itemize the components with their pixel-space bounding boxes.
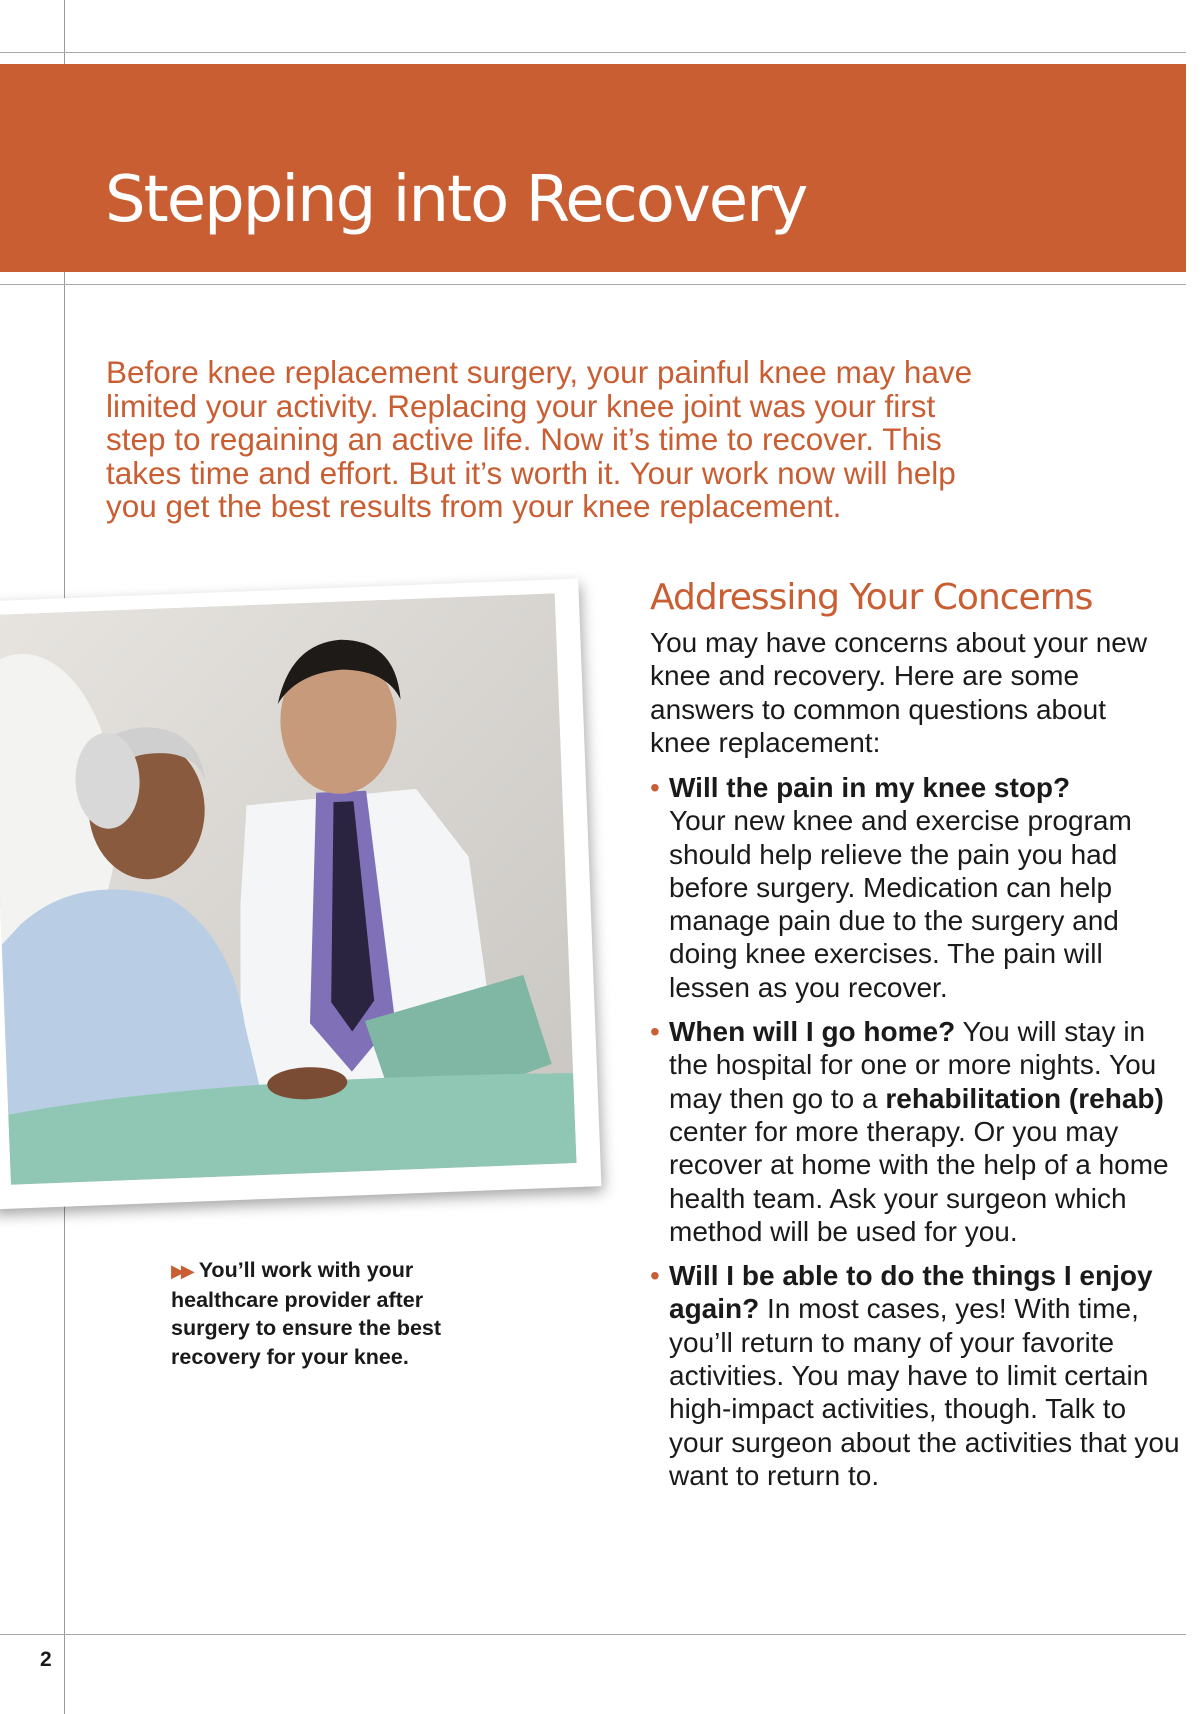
caption-text: You’ll work with your healthcare provider after surgery to ensure the best recovery for your knee.	[171, 1258, 442, 1369]
faq-question: Will the pain in my knee stop?	[669, 772, 1071, 803]
faq-item	[650, 771, 1180, 1004]
intro-paragraph: Before knee replacement surgery, your painful knee may have limited your activity. Replacing your knee joint was your first step to regaining an active life. Now it’s time to recover. This takes time and effort. But it’s worth it. Your work now will help you get the best results from your knee replacement.	[106, 354, 973, 524]
bullet-icon: •	[650, 1016, 660, 1048]
banner-bottom-rule	[0, 284, 1186, 285]
section-intro: You may have concerns about your new knee and recovery. Here are some answers to common questions about knee replacement:	[650, 627, 1148, 758]
photo-caption	[171, 1256, 481, 1371]
doctor-patient-photo	[0, 593, 577, 1184]
bullet-icon: •	[650, 772, 660, 803]
faq-item	[650, 1259, 1180, 1492]
section-heading: Addressing Your Concerns	[650, 577, 1093, 618]
double-arrow-icon: ▶▶	[171, 1261, 191, 1281]
page-number: 2	[40, 1648, 52, 1671]
faq-question: When will I go home?	[669, 1016, 956, 1048]
footer-rule	[0, 1634, 1186, 1635]
bullet-icon: •	[650, 1260, 660, 1292]
faq-answer-rest: center for more therapy. Or you may recover at home with the help of a home health team. Ask your surgeon which method will be used for you.	[669, 1115, 1169, 1247]
page-title: Stepping into Recovery	[105, 163, 807, 237]
faq-list	[650, 771, 1180, 1503]
faq-answer: You will stay in the hospital for one or more nights. You may then go to a	[669, 1016, 1157, 1114]
faq-question: Will I be able to do the things I enjoy again?	[669, 1260, 1153, 1325]
faq-answer-term: rehabilitation (rehab)	[885, 1082, 1164, 1114]
faq-answer: Your new knee and exercise program should help relieve the pain you had before surgery. Medication can help manage pain due to the surgery and doing knee exercises. The pain will lessen as you recover.	[669, 805, 1132, 1003]
faq-answer: In most cases, yes! With time, you’ll return to many of your favorite activities. You may have to limit certain high-impact activities, though. Talk to your surgeon about the activities that you want to return to.	[669, 1293, 1180, 1491]
faq-item	[650, 1015, 1180, 1248]
top-rule	[0, 52, 1186, 53]
photo-frame	[0, 579, 601, 1210]
